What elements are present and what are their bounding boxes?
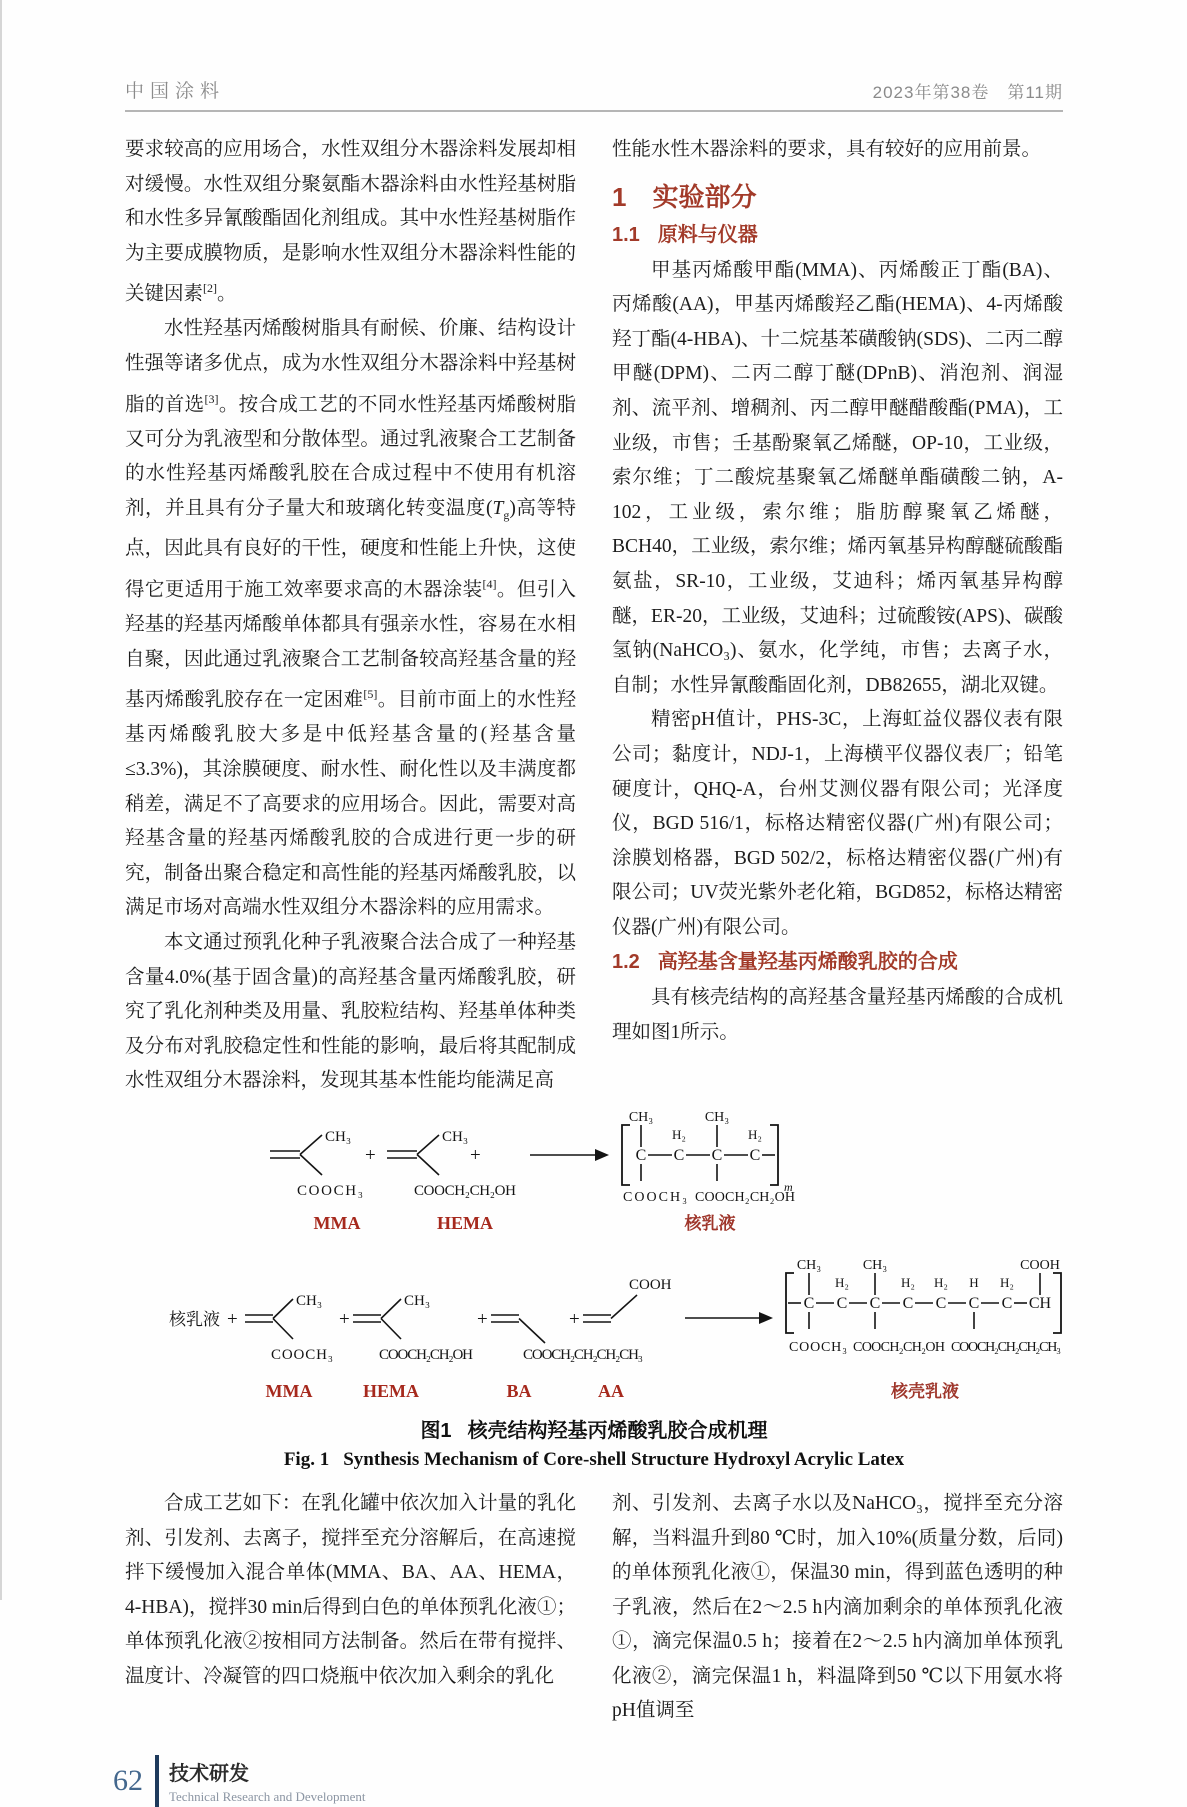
svg-text:H: H: [969, 1274, 979, 1290]
bottom-left-column: [125, 1487, 576, 1729]
page-header: [125, 0, 1063, 103]
left-column: [125, 133, 576, 1099]
issue-info: 2023年第38卷 第11期: [872, 83, 1063, 102]
plus-sign: +: [365, 1144, 376, 1166]
footer-section-zh: 技术研发: [169, 1763, 249, 1786]
svg-text:CH₃: CH₃: [704, 1109, 730, 1125]
core-latex-reactant: 核乳液: [169, 1309, 220, 1329]
paragraph: 剂、引发剂、去离子水以及NaHCO₃，搅拌至充分溶解，当料温升到80 ℃时，加入10%(质量分数，后同)的单体预乳化液①，保温30 min，得到蓝色透明的种子乳液，然后在2～2.5 h内滴加剩余的单体预乳化液①，滴完保温0.5 h；接着在2～2.5 h内滴加单体预乳化液②，滴完保温1 h，料温降到50 ℃以下用氨水将pH值调至: [612, 1492, 1063, 1722]
citation-ref: [4]: [482, 577, 497, 592]
reaction-arrow: [530, 1149, 609, 1161]
body-columns: [125, 133, 1063, 1099]
svg-text:COOCH₃: COOCH₃: [271, 1346, 333, 1363]
page-footer: [113, 1755, 1063, 1807]
citation-ref: [5]: [363, 687, 378, 702]
plus-sign: +: [477, 1308, 488, 1330]
svg-text:H₂: H₂: [901, 1274, 915, 1290]
reaction-arrow: [685, 1312, 773, 1324]
svg-text:C: C: [635, 1146, 647, 1164]
paragraph: 水性羟基丙烯酸树脂具有耐候、价廉、结构设计性强等诸多优点，成为水性双组分木器涂料中羟基树脂的首选[3]。按合成工艺的不同水性羟基丙烯酸树脂又可分为乳液型和分散体型。通过乳液聚合工艺制备的水性羟基丙烯酸乳胶在合成过程中不使用有机溶剂，并且具有分子量大和玻璃化转变温度$(T_g)$高等特点，因此具有良好的干性，硬度和性能上升快，这使得它更适用于施工效率要求高的木器涂装[4]。但引入羟基的羟基丙烯酸单体都具有强亲水性，容易在水相自聚，因此通过乳液聚合工艺制备较高羟基含量的羟基丙烯酸乳胶存在一定困难[5]。目前市面上的水性羟基丙烯酸乳胶大多是中低羟基含量的(羟基含量≤3.3%)，其涂膜硬度、耐水性、耐化性以及丰满度都稍差，满足不了高要求的应用场合。因此，需要对高羟基含量的羟基丙烯酸乳胶的合成进行更一步的研究，制备出聚合稳定和高性能的羟基丙烯酸乳胶，以满足市场对高端水性双组分木器涂料的应用需求。: [125, 318, 577, 919]
footer-section-en: Technical Research and Development: [169, 1789, 366, 1805]
label-hema: HEMA: [437, 1212, 493, 1233]
svg-text:C: C: [749, 1146, 761, 1164]
svg-text:C: C: [711, 1146, 723, 1164]
svg-text:H₂: H₂: [934, 1274, 948, 1290]
section-heading-1-2: 1.2 高羟基含量羟基丙烯酸乳胶的合成: [612, 951, 958, 974]
svg-text:CH₃: CH₃: [862, 1257, 888, 1273]
svg-text:COOCH₂CH₂OH: COOCH₂CH₂OH: [414, 1182, 516, 1199]
mma-structure: [245, 1293, 333, 1363]
bottom-right-column: [612, 1487, 1063, 1729]
paragraph: 精密pH值计，PHS-3C，上海虹益仪器仪表有限公司；黏度计，NDJ-1，上海横平仪器仪表厂；铅笔硬度计，QHQ-A，台州艾测仪器有限公司；光泽度仪，BGD 516/1，标格达精密仪器(广州)有限公司；涂膜划格器，BGD 502/2，标格达精密仪器(广州)有限公司；UV荧光紫外老化箱，BGD852，标格达精密仪器(广州)有限公司。: [612, 709, 1063, 938]
svg-text:CH₃: CH₃: [442, 1128, 469, 1145]
label-mma: MMA: [313, 1212, 361, 1233]
aa-structure: [583, 1277, 672, 1322]
core-polymer-structure: [622, 1110, 795, 1205]
svg-text:C: C: [673, 1146, 685, 1164]
plus-sign: +: [339, 1308, 350, 1330]
svg-text:COOH: COOH: [1020, 1257, 1060, 1273]
page-content: [113, 0, 1063, 1807]
reaction-scheme-core: [125, 1105, 1063, 1235]
figure-1: [125, 1105, 1063, 1471]
svg-text:COOCH₂CH₂OH: COOCH₂CH₂OH: [853, 1339, 945, 1355]
paragraph: 合成工艺如下：在乳化罐中依次加入计量的乳化剂、引发剂、去离子，搅拌至充分溶解后，在高速搅拌下缓慢加入混合单体(MMA、BA、AA、HEMA，4-HBA)，搅拌30 min后得到白色的单体预乳化液①；单体预乳化液②按相同方法制备。然后在带有搅拌、温度计、冷凝管的四口烧瓶中依次加入剩余的乳化: [125, 1492, 576, 1687]
hema-structure: [387, 1129, 516, 1199]
svg-text:C: C: [1001, 1294, 1013, 1312]
label-core-latex: 核乳液: [684, 1213, 736, 1233]
repeat-subscript: m: [784, 1179, 793, 1194]
label-mma: MMA: [265, 1380, 313, 1401]
svg-text:H₂: H₂: [1000, 1274, 1014, 1290]
citation-ref: [2]: [203, 281, 218, 296]
coreshell-polymer-structure: [786, 1258, 1061, 1355]
svg-text:CH₃: CH₃: [628, 1109, 654, 1125]
svg-text:C: C: [803, 1294, 815, 1312]
hema-structure: [353, 1293, 473, 1363]
ba-structure: [491, 1315, 643, 1363]
page-number: 62: [113, 1764, 143, 1798]
plus-sign: +: [470, 1144, 481, 1166]
svg-text:COOCH₂CH₂OH: COOCH₂CH₂OH: [695, 1189, 795, 1205]
figure-caption-zh: 图1 核壳结构羟基丙烯酸乳胶合成机理: [420, 1419, 768, 1442]
svg-text:CH₃: CH₃: [404, 1292, 431, 1309]
mma-structure: [270, 1129, 363, 1199]
plus-sign: +: [569, 1308, 580, 1330]
svg-text:CH: CH: [1028, 1294, 1052, 1312]
svg-text:COOCH₃: COOCH₃: [789, 1339, 847, 1355]
paragraph: 性能水性木器涂料的要求，具有较好的应用前景。: [612, 139, 1042, 160]
svg-text:COOCH₂CH₂OH: COOCH₂CH₂OH: [379, 1346, 473, 1363]
paragraph: 要求较高的应用场合，水性双组分木器涂料发展却相对缓慢。水性双组分聚氨酯木器涂料由水性羟基树脂和水性多异氰酸酯固化剂组成。其中水性羟基树脂作为主要成膜物质，是影响水性双组分木器涂料性能的关键因素[2]。: [125, 139, 576, 305]
svg-text:COOCH₂CH₂CH₂CH₃: COOCH₂CH₂CH₂CH₃: [951, 1339, 1061, 1355]
svg-text:CH₃: CH₃: [296, 1292, 323, 1309]
right-column: [612, 133, 1063, 1099]
section-heading-1: 1 实验部分: [612, 181, 757, 212]
svg-text:COOCH₃: COOCH₃: [623, 1189, 687, 1205]
svg-text:H₂: H₂: [835, 1274, 849, 1290]
svg-text:C: C: [869, 1294, 881, 1312]
svg-text:C: C: [968, 1294, 980, 1312]
footer-section: [169, 1757, 366, 1805]
svg-text:COOCH₃: COOCH₃: [297, 1182, 363, 1199]
label-aa: AA: [598, 1380, 624, 1401]
label-ba: BA: [506, 1380, 532, 1401]
svg-text:COOCH₂CH₂CH₂CH₃: COOCH₂CH₂CH₂CH₃: [523, 1346, 643, 1363]
svg-text:C: C: [836, 1294, 848, 1312]
svg-text:C: C: [935, 1294, 947, 1312]
tg-symbol: T: [492, 497, 504, 519]
citation-ref: [3]: [204, 391, 219, 406]
label-coreshell-latex: 核壳乳液: [891, 1381, 959, 1401]
paragraph: 甲基丙烯酸甲酯(MMA)、丙烯酸正丁酯(BA)、丙烯酸(AA)，甲基丙烯酸羟乙酯(HEMA)、4-丙烯酸羟丁酯(4-HBA)、十二烷基苯磺酸钠(SDS)、二丙二醇甲醚(DPM)、二丙二醇丁醚(DPnB)、消泡剂、润湿剂、流平剂、增稠剂、丙二醇甲醚醋酸酯(PMA)，工业级，市售；壬基酚聚氧乙烯醚，OP-10，工业级，索尔维；丁二酸烷基聚氧乙烯醚单酯磺酸二钠，A-102，工业级，索尔维；脂肪醇聚氧乙烯醚，BCH40，工业级，索尔维；烯丙氧基异构醇醚硫酸酯氨盐，SR-10，工业级，艾迪科；烯丙氧基异构醇醚，ER-20，工业级，艾迪科；过硫酸铵(APS)、碳酸氢钠(NaHCO₃)、氨水，化学纯，市售；去离子水，自制；水性异氰酸酯固化剂，DB82655，湖北双键。: [612, 259, 1063, 696]
svg-text:C: C: [902, 1294, 914, 1312]
svg-text:H₂: H₂: [748, 1126, 762, 1142]
section-heading-1-1: 1.1 原料与仪器: [612, 223, 758, 246]
reaction-scheme-coreshell: [125, 1243, 1063, 1408]
paragraph: 具有核壳结构的高羟基含量羟基丙烯酸的合成机理如图1所示。: [612, 987, 1063, 1044]
footer-divider: [155, 1755, 159, 1807]
svg-text:CH₃: CH₃: [325, 1128, 352, 1145]
figure-caption-en: Fig. 1 Synthesis Mechanism of Core-shell Structure Hydroxyl Acrylic Latex: [283, 1448, 905, 1470]
header-rule: [125, 110, 1063, 112]
svg-text:H₂: H₂: [672, 1126, 686, 1142]
svg-text:CH₃: CH₃: [796, 1257, 822, 1273]
journal-title: 中国涂料: [125, 81, 226, 102]
plus-sign: +: [227, 1308, 238, 1330]
svg-text:COOH: COOH: [629, 1276, 672, 1293]
bottom-columns: [125, 1487, 1063, 1729]
label-hema: HEMA: [363, 1380, 419, 1401]
paragraph: 本文通过预乳化种子乳液聚合法合成了一种羟基含量4.0%(基于固含量)的高羟基含量丙烯酸乳胶，研究了乳化剂种类及用量、乳胶粒结构、羟基单体种类及分布对乳胶稳定性和性能的影响，最后将其配制成水性双组分木器涂料，发现其基本性能均能满足高: [125, 931, 576, 1092]
